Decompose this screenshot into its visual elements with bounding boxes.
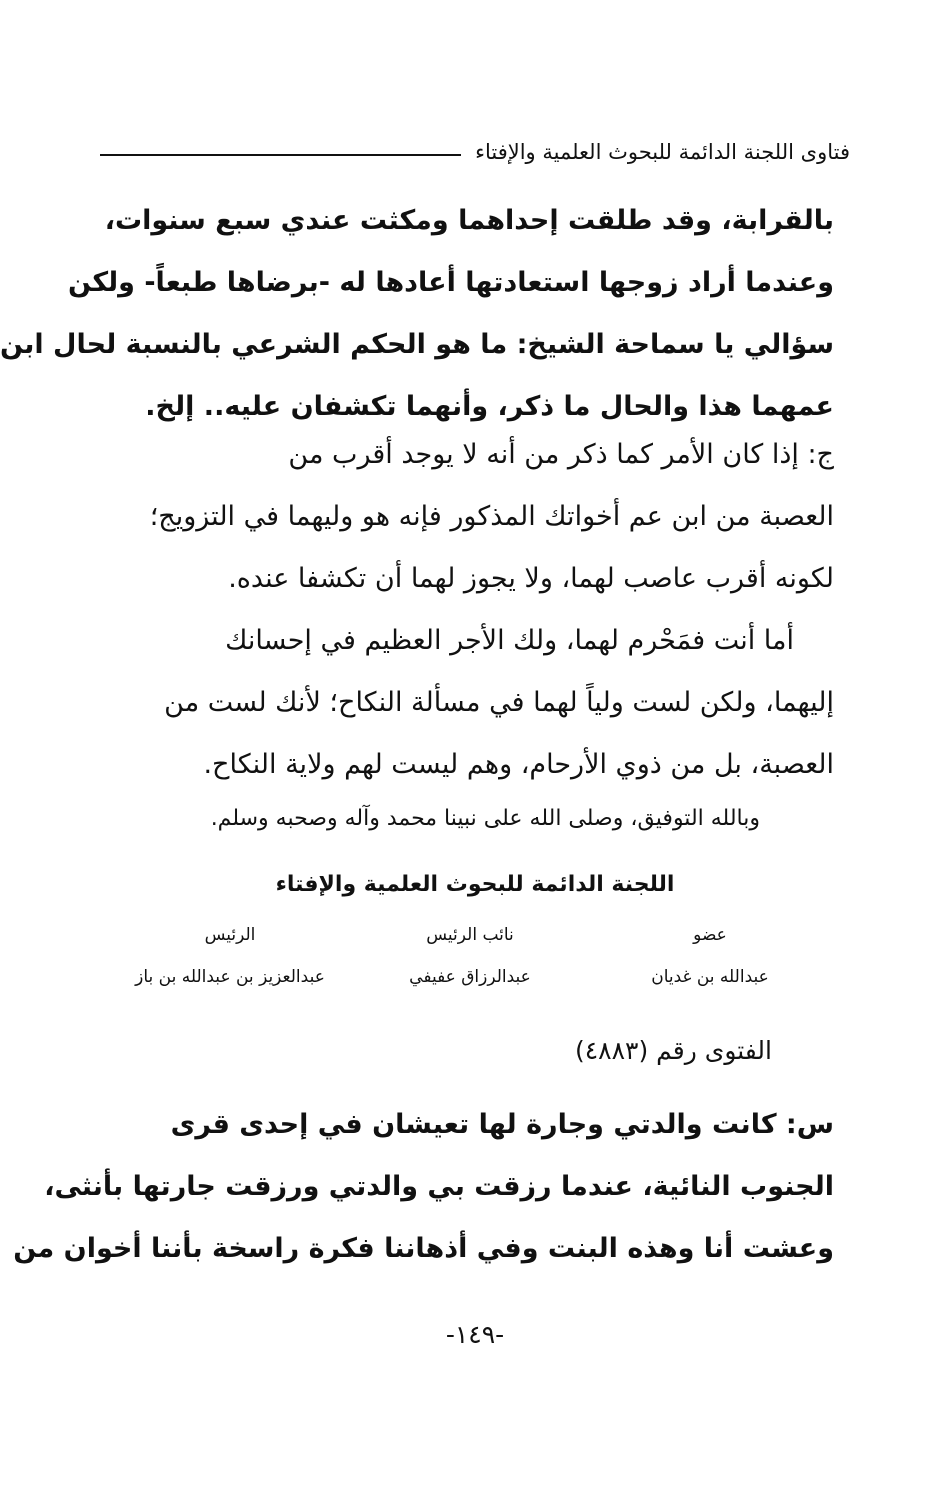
member-role: الرئيس — [204, 925, 256, 945]
question-line: وعشت أنا وهذه البنت وفي أذهاننا فكرة راسخة بأننا أخوان من — [13, 1233, 834, 1264]
new-question — [13, 1094, 834, 1280]
member-role: عضو — [693, 925, 727, 945]
signatures — [120, 925, 820, 987]
question-line: عمهما هذا والحال ما ذكر، وأنهما تكشفان عليه.. إلخ. — [145, 391, 834, 422]
question-line: وعندما أراد زوجها استعادتها أعادها له -برضاها طبعاً- ولكن — [68, 267, 834, 298]
question-line: الجنوب النائية، عندما رزقت بي والدتي ورزقت جارتها بأنثى، — [44, 1171, 834, 1202]
answer-line: إليهما، ولكن لست ولياً لهما في مسألة النكاح؛ لأنك لست من — [164, 687, 834, 718]
signature-member — [360, 925, 580, 987]
committee-title: اللجنة الدائمة للبحوث العلمية والإفتاء — [275, 872, 675, 897]
member-role: نائب الرئيس — [426, 925, 514, 945]
member-name: عبدالعزيز بن عبدالله بن باز — [135, 967, 325, 987]
member-name: عبدالرزاق عفيفي — [409, 967, 531, 987]
answer-line: أما أنت فمَحْرم لهما، ولك الأجر العظيم في إحسانك — [225, 625, 794, 656]
question-line: س: كانت والدتي وجارة لها تعيشان في إحدى قرى — [170, 1109, 834, 1140]
header-rule — [100, 154, 461, 156]
answer-line: ج: إذا كان الأمر كما ذكر من أنه لا يوجد أقرب من — [288, 439, 834, 470]
answer-line: العصبة، بل من ذوي الأرحام، وهم ليست لهم ولاية النكاح. — [203, 749, 834, 780]
page-number: -١٤٩- — [445, 1320, 505, 1349]
question-continuation — [0, 190, 834, 438]
question-line: بالقرابة، وقد طلقت إحداهما ومكثت عندي سبع سنوات، — [104, 205, 834, 236]
fatwa-number: الفتوى رقم (٤٨٨٣) — [574, 1036, 772, 1065]
running-header-title: فتاوى اللجنة الدائمة للبحوث العلمية والإفتاء — [475, 140, 850, 164]
member-name: عبدالله بن غديان — [651, 967, 769, 987]
signature-member — [600, 925, 820, 987]
signature-member — [120, 925, 340, 987]
answer — [110, 424, 834, 796]
running-header — [100, 132, 850, 172]
answer-line: العصبة من ابن عم أخواتك المذكور فإنه هو وليهما في التزويج؛ — [149, 501, 834, 532]
question-line: سؤالي يا سماحة الشيخ: ما هو الحكم الشرعي بالنسبة لحال ابن — [0, 329, 834, 360]
answer-line: لكونه أقرب عاصب لهما، ولا يجوز لهما أن تكشفا عنده. — [228, 563, 834, 594]
closing-formula: وبالله التوفيق، وصلى الله على نبينا محمد وآله وصحبه وسلم. — [210, 806, 760, 831]
